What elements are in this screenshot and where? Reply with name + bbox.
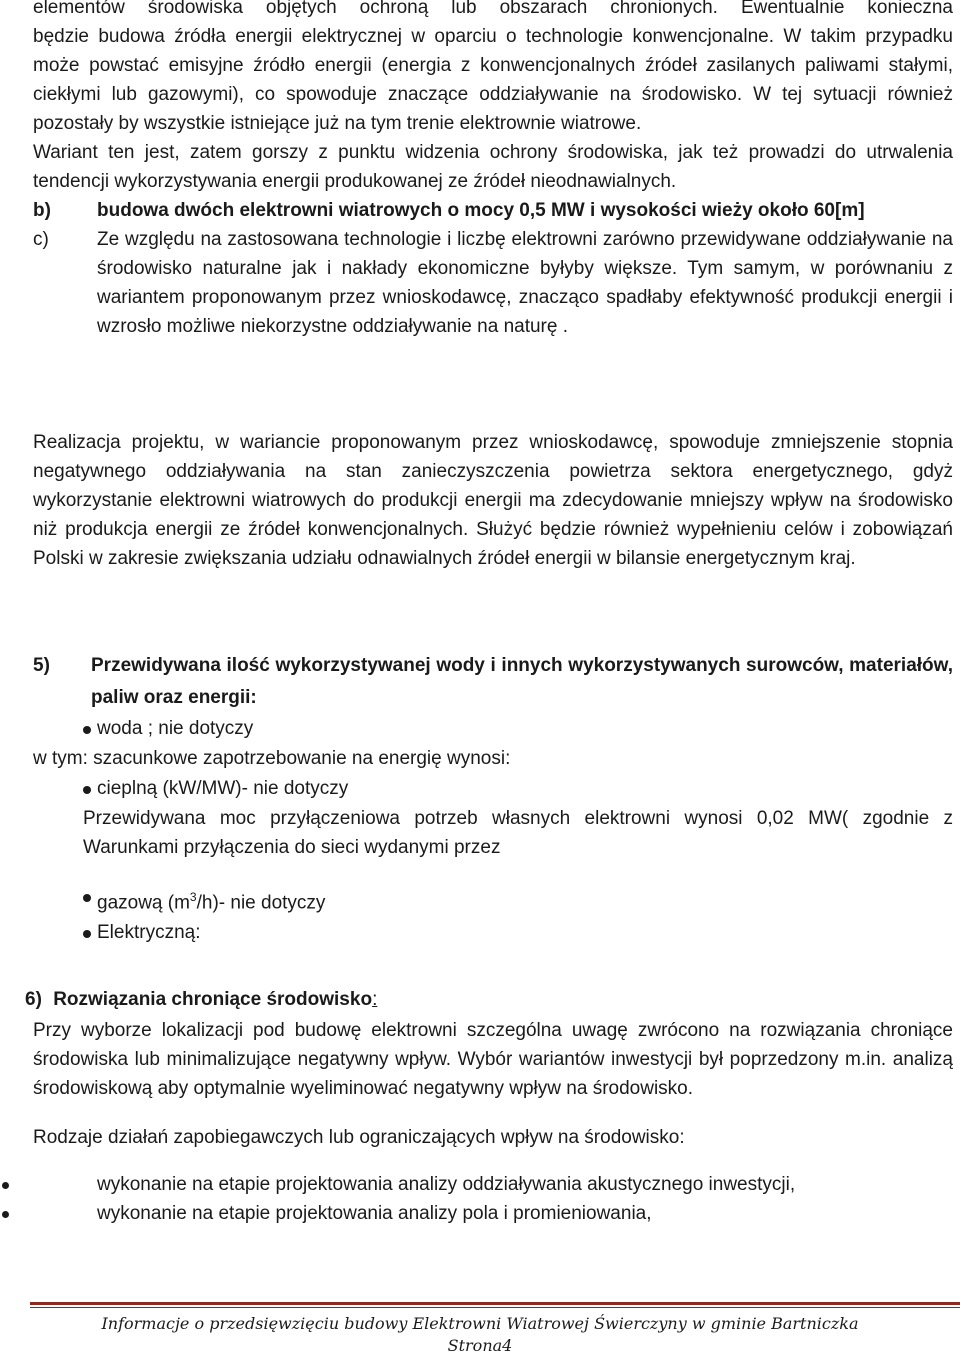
intro-paragraph-1: elementów środowiska objętych ochroną lub obszarach chronionych. Ewentualnie konieczna (33, 0, 953, 18)
variant-b (33, 196, 953, 225)
list-item: wykonanie na etapie projektowania analizy pola i promieniowania, (0, 1199, 953, 1228)
bullet-heat: cieplną (kW/MW)- nie dotyczy (83, 774, 953, 804)
variant-b-label: b) (33, 200, 51, 221)
footer-page-number: Strona4 (447, 1336, 513, 1355)
section-6-paragraph-2: Rodzaje działań zapobiegawczych lub ograniczających wpływ na środowisko: (33, 1127, 685, 1148)
footer-title: Informacje o przedsięwzięciu budowy Elektrowni Wiatrowej Świerczyny w gminie Bartniczka (101, 1314, 859, 1333)
intro-paragraph-2: Wariant ten jest, zatem gorszy z punktu widzenia ochrony środowiska, jak też prowadzi do utrwalenia tendencji wykorzystywania energii produkowanej ze źródeł nieodnawialnych. (33, 142, 953, 192)
section-5-heading (33, 650, 953, 714)
bullet-water: woda ; nie dotyczy (83, 714, 953, 744)
section-6 (25, 984, 953, 1228)
section-5-title: Przewidywana ilość wykorzystywanej wody i innych wykorzystywanych surowców, materiałów, paliw oraz energii: (91, 655, 953, 708)
bullet-icon (2, 1182, 9, 1189)
bullet-electric: Elektryczną: (83, 918, 953, 948)
section-6-heading: 6) Rozwiązania chroniące środowisko: (25, 989, 378, 1010)
bullet-icon (2, 1211, 9, 1218)
variant-c-text: Ze względu na zastosowana technologie i liczbę elektrowni zarówno przewidywane oddziaływanie na środowisko naturalne jak i nakłady ekonomiczne byłyby większe. Tym samym, w porównaniu z wariantem proponowanym przez wnioskodawcę, znacząco spadłaby efektywność produkcji energii i wzrosło możliwe niekorzystne oddziaływanie na naturę . (97, 229, 953, 337)
bullet-gas: gazową $(m^3/h)-$ nie dotyczy (83, 882, 953, 918)
section-6-number: 6) (25, 989, 42, 1010)
section-5 (33, 650, 953, 948)
energy-intro: w tym: szacunkowe zapotrzebowanie na energię wynosi: (33, 748, 511, 769)
footer-rule-thin (30, 1307, 960, 1308)
variant-c-label: c) (33, 229, 49, 250)
section-6-title: Rozwiązania chroniące środowisko (53, 989, 373, 1010)
list-item: wykonanie na etapie projektowania analizy oddziaływania akustycznego inwestycji, (0, 1170, 953, 1199)
power-paragraph: Przewidywana moc przyłączeniowa potrzeb własnych elektrowni wynosi 0,02 MW( zgodnie z Warunkami przyłączenia do sieci wydanymi przez (83, 808, 953, 858)
realizacja-paragraph: Realizacja projektu, w wariancie proponowanym przez wnioskodawcę, spowoduje zmniejszenie stopnia negatywnego oddziaływania na stan zanieczyszczenia powietrza sektora energetycznego, gdyż wykorzystanie elektrowni wiatrowych do produkcji energii ma zdecydowanie mniejszy wpływ na środowisko niż produkcja energii ze źródeł konwencjonalnych. Służyć będzie również wypełnieniu celów i zobowiązań Polski w zakresie zwiększania udziału odnawialnych źródeł energii w bilansie energetycznym kraj. (33, 432, 953, 569)
footer-rule-thick (30, 1302, 960, 1305)
measures-list (0, 1170, 953, 1228)
variant-c (33, 225, 953, 341)
variant-b-text: budowa dwóch elektrowni wiatrowych o mocy 0,5 MW i wysokości wieży około 60[m] (97, 200, 865, 221)
intro-paragraph-1-continued: będzie budowa źródła energii elektrycznej w oparciu o technologie konwencjonalne. W takim przypadku może powstać emisyjne źródło energii (energia z konwencjonalnych źródeł zasilanych paliwami stałymi, ciekłymi lub gazowymi), co spowoduje znaczące oddziaływanie na środowisko. W tej sytuacji również pozostały by wszystkie istniejące już na tym trenie elektrownie wiatrowe. (33, 26, 953, 134)
section-5-number: 5) (33, 655, 50, 676)
section-6-paragraph-1: Przy wyborze lokalizacji pod budowę elektrowni szczególna uwagę zwrócono na rozwiązania chroniące środowiska lub minimalizujące negatywny wpływ. Wybór wariantów inwestycji był poprzedzony m.in. analizą środowiskową aby optymalnie wyeliminować negatywny wpływ na środowisko. (33, 1020, 953, 1099)
